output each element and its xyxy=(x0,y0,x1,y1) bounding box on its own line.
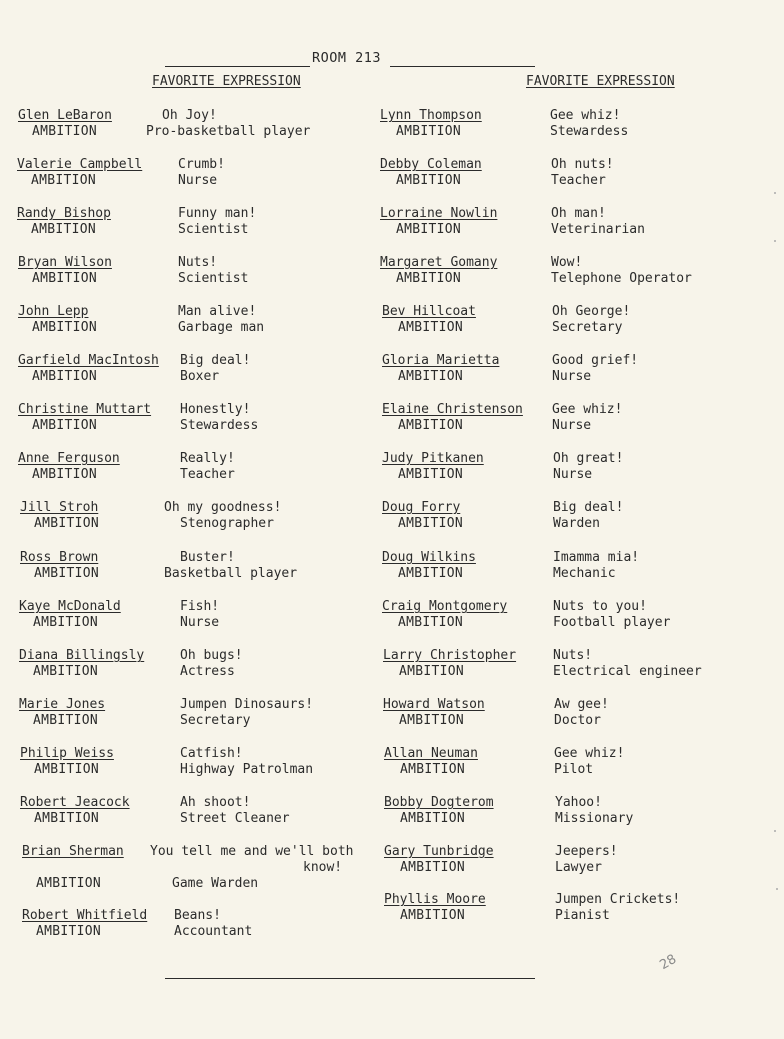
ambition-value: Nurse xyxy=(552,369,592,384)
ambition-label: AMBITION xyxy=(400,811,466,826)
favorite-expression: Gee whiz! xyxy=(554,746,625,761)
ambition-value: Secretary xyxy=(180,713,251,728)
ambition-label: AMBITION xyxy=(32,467,98,482)
student-name: Robert Jeacock xyxy=(20,795,130,810)
student-name: John Lepp xyxy=(18,304,89,319)
ambition-value: Boxer xyxy=(180,369,220,384)
ambition-value: Stewardess xyxy=(180,418,259,433)
ambition-label: AMBITION xyxy=(398,566,464,581)
ambition-label: AMBITION xyxy=(33,664,99,679)
ambition-label: AMBITION xyxy=(398,369,464,384)
favorite-expression: Big deal! xyxy=(553,500,624,515)
ambition-label: AMBITION xyxy=(32,271,98,286)
ambition-value: Game Warden xyxy=(172,876,259,891)
student-name: Margaret Gomany xyxy=(380,255,498,270)
ambition-value: Nurse xyxy=(180,615,220,630)
ambition-label: AMBITION xyxy=(36,876,102,891)
ambition-value: Stewardess xyxy=(550,124,629,139)
student-name: Gloria Marietta xyxy=(382,353,500,368)
ambition-value: Scientist xyxy=(178,271,249,286)
student-name: Anne Ferguson xyxy=(18,451,120,466)
student-name: Gary Tunbridge xyxy=(384,844,494,859)
ambition-value: Telephone Operator xyxy=(551,271,692,286)
student-name: Doug Wilkins xyxy=(382,550,476,565)
ambition-value: Warden xyxy=(553,516,600,531)
column-header-right: FAVORITE EXPRESSION xyxy=(526,74,675,89)
student-name: Larry Christopher xyxy=(383,648,517,663)
ambition-value: Football player xyxy=(553,615,671,630)
ambition-value: Electrical engineer xyxy=(553,664,702,679)
favorite-expression: Gee whiz! xyxy=(550,108,621,123)
title-row xyxy=(0,50,784,70)
ambition-label: AMBITION xyxy=(400,908,466,923)
student-name: Howard Watson xyxy=(383,697,485,712)
favorite-expression: Aw gee! xyxy=(554,697,609,712)
ambition-label: AMBITION xyxy=(396,173,462,188)
favorite-expression: Beans! xyxy=(174,908,221,923)
favorite-expression: Buster! xyxy=(180,550,235,565)
ambition-label: AMBITION xyxy=(396,271,462,286)
ambition-value: Secretary xyxy=(552,320,623,335)
column-header-left: FAVORITE EXPRESSION xyxy=(152,74,301,89)
ambition-label: AMBITION xyxy=(400,860,466,875)
favorite-expression: Oh George! xyxy=(552,304,631,319)
ambition-value: Actress xyxy=(180,664,235,679)
student-name: Bryan Wilson xyxy=(18,255,112,270)
ambition-label: AMBITION xyxy=(399,713,465,728)
student-name: Bev Hillcoat xyxy=(382,304,476,319)
ambition-label: AMBITION xyxy=(34,811,100,826)
ambition-label: AMBITION xyxy=(32,369,98,384)
paper-speck xyxy=(774,830,776,832)
paper-speck xyxy=(774,240,776,242)
favorite-expression: Wow! xyxy=(551,255,583,270)
student-name: Debby Coleman xyxy=(380,157,482,172)
student-name: Doug Forry xyxy=(382,500,461,515)
favorite-expression: Oh Joy! xyxy=(162,108,217,123)
ambition-label: AMBITION xyxy=(32,124,98,139)
ambition-label: AMBITION xyxy=(396,124,462,139)
title-rule-right xyxy=(390,66,535,67)
ambition-value: Veterinarian xyxy=(551,222,645,237)
favorite-expression: Really! xyxy=(180,451,235,466)
ambition-value: Pilot xyxy=(554,762,594,777)
favorite-expression: Nuts! xyxy=(553,648,593,663)
favorite-expression: Imamma mia! xyxy=(553,550,640,565)
page-number: 28 xyxy=(657,951,680,974)
ambition-value: Teacher xyxy=(180,467,235,482)
ambition-value: Teacher xyxy=(551,173,606,188)
ambition-value: Street Cleaner xyxy=(180,811,290,826)
ambition-label: AMBITION xyxy=(31,222,97,237)
favorite-expression: Ah shoot! xyxy=(180,795,251,810)
ambition-value: Stenographer xyxy=(180,516,274,531)
room-title: ROOM 213 xyxy=(312,50,382,66)
student-name: Elaine Christenson xyxy=(382,402,523,417)
ambition-label: AMBITION xyxy=(398,615,464,630)
student-name: Garfield MacIntosh xyxy=(18,353,159,368)
ambition-label: AMBITION xyxy=(396,222,462,237)
ambition-value: Lawyer xyxy=(555,860,602,875)
student-name: Randy Bishop xyxy=(17,206,111,221)
ambition-label: AMBITION xyxy=(31,173,97,188)
ambition-label: AMBITION xyxy=(34,516,100,531)
ambition-label: AMBITION xyxy=(398,516,464,531)
ambition-label: AMBITION xyxy=(34,762,100,777)
ambition-label: AMBITION xyxy=(398,320,464,335)
favorite-expression: Nuts! xyxy=(178,255,218,270)
student-name: Brian Sherman xyxy=(22,844,124,859)
favorite-expression: Oh bugs! xyxy=(180,648,243,663)
student-name: Kaye McDonald xyxy=(19,599,121,614)
ambition-label: AMBITION xyxy=(400,762,466,777)
ambition-value: Missionary xyxy=(555,811,634,826)
title-rule-left xyxy=(165,66,310,67)
student-name: Judy Pitkanen xyxy=(382,451,484,466)
favorite-expression: Jumpen Crickets! xyxy=(555,892,681,907)
student-name: Valerie Campbell xyxy=(17,157,143,172)
student-name: Bobby Dogterom xyxy=(384,795,494,810)
ambition-label: AMBITION xyxy=(398,418,464,433)
student-name: Lynn Thompson xyxy=(380,108,482,123)
favorite-expression: Yahoo! xyxy=(555,795,602,810)
ambition-value: Mechanic xyxy=(553,566,616,581)
ambition-value: Garbage man xyxy=(178,320,265,335)
favorite-expression: Gee whiz! xyxy=(552,402,623,417)
favorite-expression: Oh nuts! xyxy=(551,157,614,172)
ambition-label: AMBITION xyxy=(399,664,465,679)
favorite-expression: Fish! xyxy=(180,599,220,614)
student-name: Ross Brown xyxy=(20,550,99,565)
favorite-expression: Funny man! xyxy=(178,206,257,221)
ambition-value: Accountant xyxy=(174,924,253,939)
student-name: Allan Neuman xyxy=(384,746,478,761)
ambition-value: Nurse xyxy=(552,418,592,433)
student-name: Jill Stroh xyxy=(20,500,99,515)
favorite-expression: Good grief! xyxy=(552,353,639,368)
student-name: Diana Billingsly xyxy=(19,648,145,663)
ambition-value: Pro-basketball player xyxy=(146,124,311,139)
student-name: Christine Muttart xyxy=(18,402,152,417)
ambition-value: Highway Patrolman xyxy=(180,762,314,777)
ambition-value: Scientist xyxy=(178,222,249,237)
student-name: Philip Weiss xyxy=(20,746,114,761)
bottom-rule xyxy=(165,978,535,979)
ambition-label: AMBITION xyxy=(36,924,102,939)
favorite-expression: Catfish! xyxy=(180,746,243,761)
favorite-expression: Nuts to you! xyxy=(553,599,647,614)
favorite-expression: Crumb! xyxy=(178,157,225,172)
paper-speck xyxy=(774,192,776,194)
favorite-expression: Man alive! xyxy=(178,304,257,319)
ambition-value: Nurse xyxy=(178,173,218,188)
favorite-expression: Jumpen Dinosaurs! xyxy=(180,697,314,712)
student-name: Robert Whitfield xyxy=(22,908,148,923)
ambition-value: Pianist xyxy=(555,908,610,923)
student-name: Lorraine Nowlin xyxy=(380,206,498,221)
ambition-label: AMBITION xyxy=(33,713,99,728)
paper-speck xyxy=(776,888,778,890)
ambition-value: Basketball player xyxy=(164,566,298,581)
favorite-expression: Oh man! xyxy=(551,206,606,221)
ambition-label: AMBITION xyxy=(32,418,98,433)
favorite-expression: You tell me and we'll both xyxy=(150,844,354,859)
favorite-expression: Honestly! xyxy=(180,402,251,417)
favorite-expression: Oh great! xyxy=(553,451,624,466)
ambition-label: AMBITION xyxy=(34,566,100,581)
favorite-expression: Jeepers! xyxy=(555,844,618,859)
student-name: Marie Jones xyxy=(19,697,106,712)
ambition-value: Nurse xyxy=(553,467,593,482)
favorite-expression: Big deal! xyxy=(180,353,251,368)
student-name: Craig Montgomery xyxy=(382,599,508,614)
favorite-expression-continued: know! xyxy=(303,860,343,875)
student-name: Phyllis Moore xyxy=(384,892,486,907)
ambition-label: AMBITION xyxy=(32,320,98,335)
ambition-label: AMBITION xyxy=(398,467,464,482)
ambition-value: Doctor xyxy=(554,713,601,728)
favorite-expression: Oh my goodness! xyxy=(164,500,282,515)
student-name: Glen LeBaron xyxy=(18,108,112,123)
ambition-label: AMBITION xyxy=(33,615,99,630)
